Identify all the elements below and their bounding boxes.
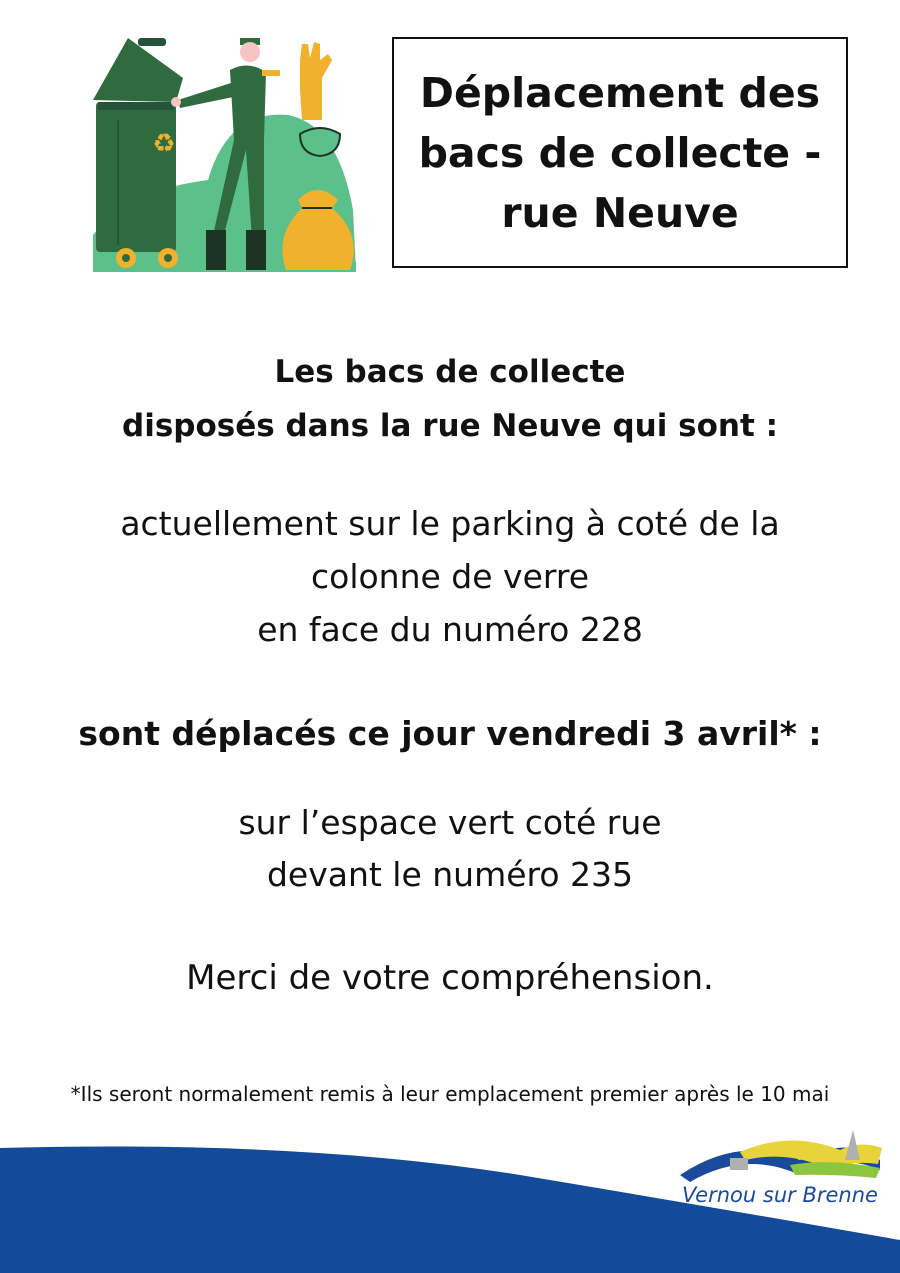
vernou-logo-icon — [680, 1130, 882, 1182]
footnote: *Ils seront normalement remis à leur emplacement premier après le 10 mai — [70, 1082, 830, 1106]
intro-line-2: disposés dans la rue Neuve qui sont : — [122, 408, 778, 444]
waste-collector-illustration — [88, 30, 360, 275]
current-location-line-1: actuellement sur le parking à coté de la — [120, 504, 780, 543]
title-line-1: Déplacement des — [419, 68, 821, 117]
thanks-line: Merci de votre compréhension. — [186, 958, 714, 998]
new-location-line-2: devant le numéro 235 — [266, 855, 634, 894]
current-location-line-2: colonne de verre — [310, 557, 590, 596]
wheelie-bin-icon — [93, 38, 183, 268]
title-box — [392, 37, 848, 268]
title-line-2: bacs de collecte - — [418, 128, 822, 177]
title-line-3: rue Neuve — [501, 188, 739, 237]
svg-text:♻: ♻ — [152, 129, 176, 159]
new-location-line-1: sur l’espace vert coté rue — [238, 803, 662, 842]
logo-text: Vernou sur Brenne — [682, 1183, 878, 1207]
current-location-line-3: en face du numéro 228 — [257, 610, 643, 649]
footer-wave — [0, 1130, 900, 1273]
moved-date-line: sont déplacés ce jour vendredi 3 avril* : — [78, 714, 822, 753]
intro-line-1: Les bacs de collecte — [274, 354, 626, 390]
glove-icon — [300, 42, 332, 120]
face-mask-icon — [300, 128, 340, 156]
